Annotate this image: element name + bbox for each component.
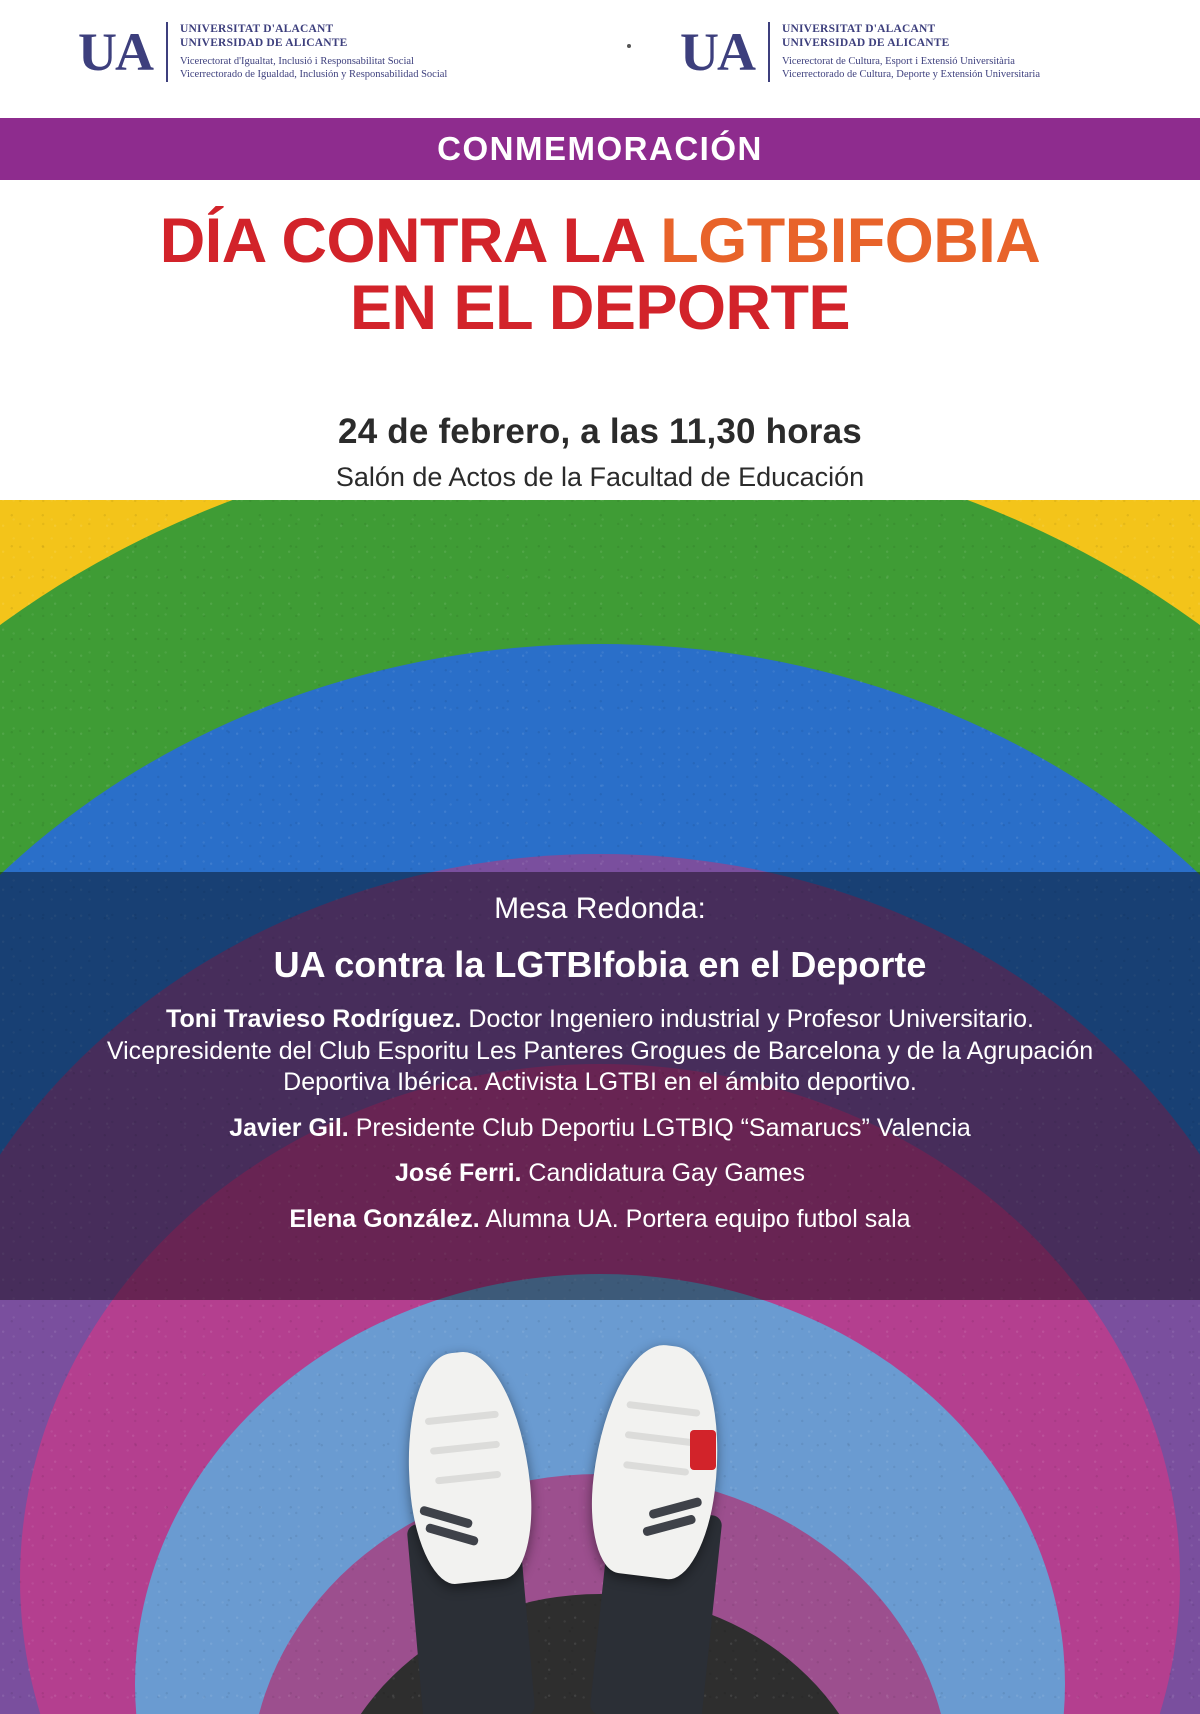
logo-line-spanish: UNIVERSIDAD DE ALICANTE [782,37,950,50]
logo-line-valencian: UNIVERSITAT D'ALACANT [180,23,334,35]
title-line-2: EN EL DEPORTE [350,273,850,344]
scan-artifact-dot [627,44,631,48]
header [0,0,1200,118]
speaker-description: Doctor Ingeniero industrial y Profesor Universitario. Vicepresidente del Club Esporitu Les Panteres Grogues de Barcelona y de la Agrupación Deportiva Ibérica. Activista LGTBI en el ámbito deportivo. [106,1005,1094,1096]
logo-subline-spanish: Vicerrectorado de Igualdad, Inclusión y Responsabilidad Social [180,69,448,81]
shoelace [430,1441,500,1455]
logo-divider [768,22,770,82]
panel-kicker: Mesa Redonda: [494,892,706,925]
logo-subline-valencian: Vicerectorat d'Igualtat, Inclusió i Responsabilitat Social [180,55,414,67]
speaker-list [0,1004,1200,1235]
shoelace [626,1401,700,1417]
logo-subline-spanish: Vicerrectorado de Cultura, Deporte y Extensión Universitaria [782,69,1040,81]
speaker-item [0,1204,1200,1236]
speaker-item [0,1113,1200,1145]
logo-divider [166,22,168,82]
logo-universitat-alacant-cultura [680,22,1040,82]
title-text-highlight: LGTBIFOBIA [660,206,1041,276]
shoelace [435,1471,501,1485]
speaker-description: Candidatura Gay Games [521,1159,805,1187]
logo-subline-valencian: Vicerectorat de Cultura, Esport i Extensió Universitària [782,55,1015,67]
banner-label: CONMEMORACIÓN [437,130,763,167]
shoelace [425,1411,499,1426]
logo-line-valencian: UNIVERSITAT D'ALACANT [782,23,936,35]
conmemoracion-banner [0,118,1200,180]
page-title [0,180,1200,420]
logo-universitat-alacant-igualdad [78,22,447,82]
ua-logo-mark: UA [78,22,152,83]
speaker-description: Alumna UA. Portera equipo futbol sala [479,1204,911,1233]
event-date: 24 de febrero, a las 11,30 horas [338,412,862,451]
speaker-name: Toni Travieso Rodríguez. [166,1005,462,1033]
panel-title: UA contra la LGTBIfobia en el Deporte [273,944,927,985]
title-text-primary: DÍA CONTRA LA [159,206,661,276]
event-venue: Salón de Actos de la Facultad de Educación [335,462,865,492]
round-table-panel [0,872,1200,1300]
shoe-heel-tab [690,1430,716,1470]
event-details [0,412,1200,493]
speaker-name: Javier Gil. [229,1113,349,1142]
speaker-name: José Ferri. [395,1159,522,1187]
ua-logo-mark: UA [680,22,754,83]
logo-line-spanish: UNIVERSIDAD DE ALICANTE [180,37,348,50]
speaker-item [0,1004,1200,1099]
speaker-name: Elena González. [289,1204,480,1233]
title-line-1 [0,180,1200,275]
speaker-description: Presidente Club Deportiu LGTBIQ “Samarucs” Valencia [348,1113,971,1142]
shoelace [623,1461,689,1476]
speaker-item [0,1158,1200,1190]
shoelace [625,1431,695,1446]
